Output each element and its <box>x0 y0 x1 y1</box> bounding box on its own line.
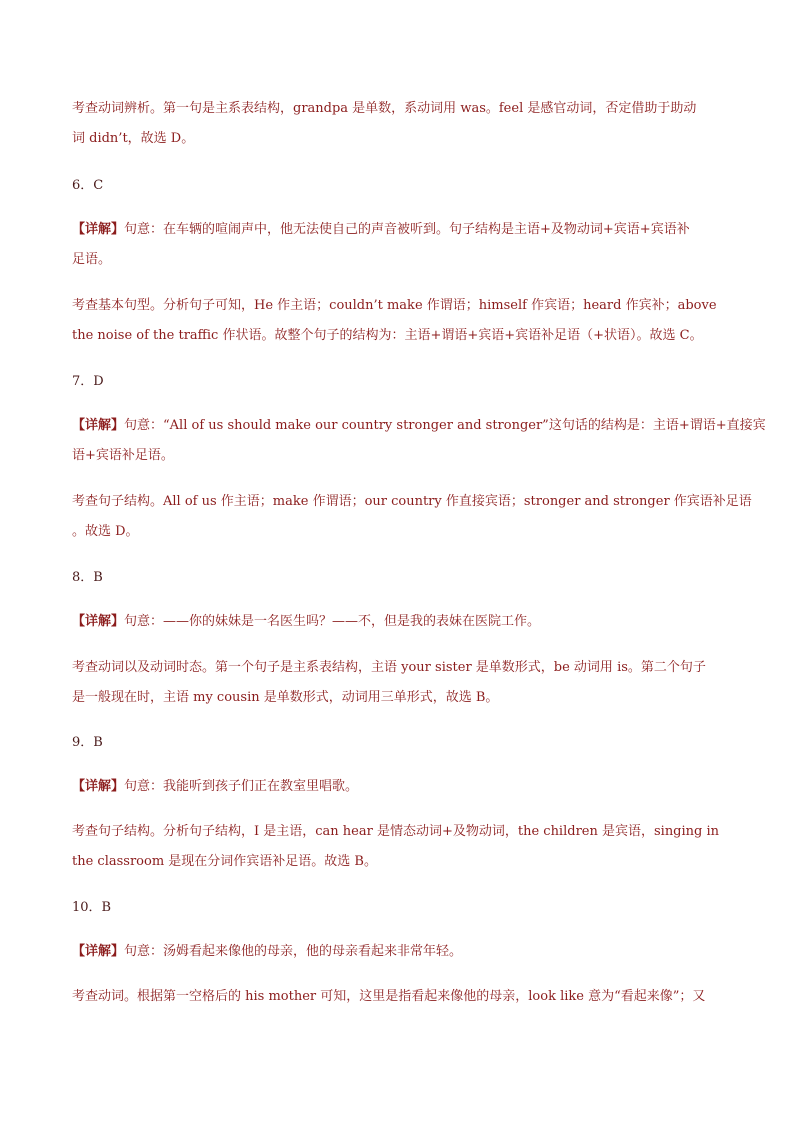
answer-label: 10．B <box>72 900 112 915</box>
detail-text: 句意：在车辆的喧闹声中，他无法使自己的声音被听到。句子结构是主语+及物动词+宾语+宾语补 <box>124 222 690 237</box>
detail-paragraph-9 <box>72 772 724 802</box>
explanation-paragraph-5 <box>72 94 724 154</box>
answer-label: 9．B <box>72 735 103 750</box>
text-line: 考查基本句型。分析句子可知，He 作主语；couldn’t make 作谓语；himself 作宾语；heard 作宾补；above <box>72 298 717 313</box>
text-line: 考查句子结构。All of us 作主语；make 作谓语；our country 作直接宾语；stronger and stronger 作宾语补足语 <box>72 494 752 509</box>
explanation-paragraph-6 <box>72 291 724 351</box>
detail-text: 句意：——你的妹妹是一名医生吗？——不，但是我的表妹在医院工作。 <box>124 614 541 629</box>
detail-paragraph-7 <box>72 411 766 471</box>
detail-tag: 【详解】 <box>72 222 125 237</box>
text-line <box>72 411 766 441</box>
detail-paragraph-8 <box>72 607 724 637</box>
detail-tag: 【详解】 <box>72 614 125 629</box>
answer-9 <box>72 728 724 758</box>
explanation-paragraph-7 <box>72 487 752 547</box>
text-line: 考查动词。根据第一空格后的 his mother 可知，这里是指看起来像他的母亲，look like 意为“看起来像”；又 <box>72 989 706 1004</box>
answer-label: 8．B <box>72 570 103 585</box>
detail-text: 句意：汤姆看起来像他的母亲，他的母亲看起来非常年轻。 <box>124 944 463 959</box>
text-line <box>72 607 724 637</box>
answer-7 <box>72 367 724 397</box>
text-line: the classroom 是现在分词作宾语补足语。故选 B。 <box>72 854 377 869</box>
explanation-paragraph-8 <box>72 653 724 713</box>
detail-tag: 【详解】 <box>72 944 125 959</box>
text-line: 考查动词辨析。第一句是主系表结构，grandpa 是单数，系动词用 was。feel 是感官动词，否定借助于助动 <box>72 101 697 116</box>
detail-text: 句意：我能听到孩子们正在教室里唱歌。 <box>124 779 359 794</box>
text-line: 。故选 D。 <box>72 524 139 539</box>
detail-paragraph-10 <box>72 937 724 967</box>
explanation-paragraph-9 <box>72 817 724 877</box>
answer-6 <box>72 171 724 201</box>
text-line: the noise of the traffic 作状语。故整个句子的结构为：主语+谓语+宾语+宾语补足语（+状语）。故选 C。 <box>72 328 703 343</box>
answer-label: 7．D <box>72 374 104 389</box>
text-line: 语+宾语补足语。 <box>72 448 174 463</box>
text-line: 是一般现在时，主语 my cousin 是单数形式，动词用三单形式，故选 B。 <box>72 690 499 705</box>
text-line: 足语。 <box>72 252 112 267</box>
answer-label: 6．C <box>72 178 104 193</box>
detail-text: 句意：“All of us should make our country stronger and stronger”这句话的结构是：主语+谓语+直接宾 <box>124 418 766 433</box>
text-line <box>72 937 724 967</box>
detail-tag: 【详解】 <box>72 779 125 794</box>
detail-paragraph-6 <box>72 215 724 275</box>
text-line <box>72 215 724 245</box>
text-line: 词 didn’t，故选 D。 <box>72 131 195 146</box>
explanation-paragraph-10 <box>72 982 724 1012</box>
text-line: 考查动词以及动词时态。第一个句子是主系表结构，主语 your sister 是单数形式，be 动词用 is。第二个句子 <box>72 660 706 675</box>
detail-tag: 【详解】 <box>72 418 125 433</box>
answer-8 <box>72 563 724 593</box>
answer-10 <box>72 893 724 923</box>
text-line <box>72 772 724 802</box>
text-line: 考查句子结构。分析句子结构，I 是主语，can hear 是情态动词+及物动词，the children 是宾语，singing in <box>72 824 720 839</box>
